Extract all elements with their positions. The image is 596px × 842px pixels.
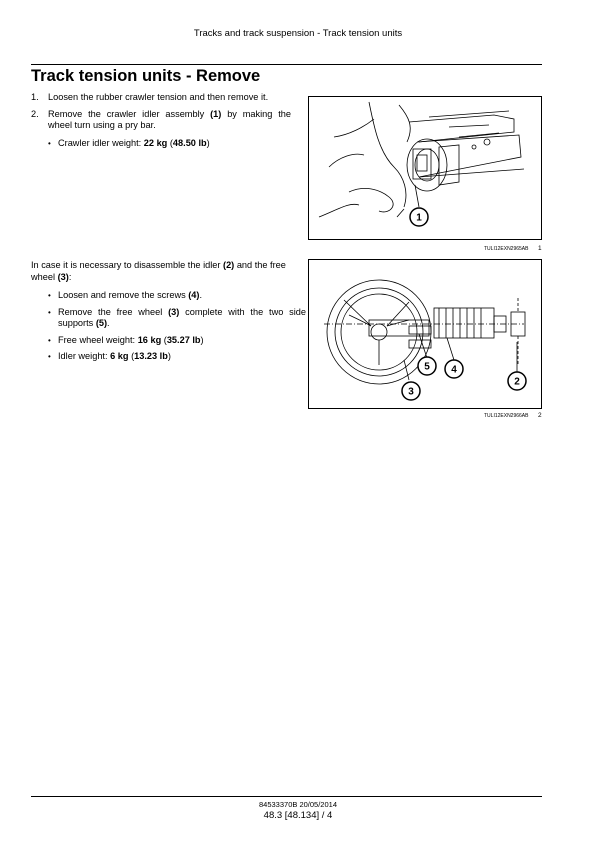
bullet-icon: •: [48, 291, 51, 300]
figure-code: TULI12EXN2966AB: [484, 413, 529, 419]
step-2: [31, 109, 291, 132]
footer-divider: [31, 796, 542, 797]
figure-crawler-idler: [308, 96, 542, 240]
footer-doc-ref: 84533370B 20/05/2014: [259, 800, 337, 809]
section-title: Track tension units - Remove: [31, 67, 261, 85]
title-divider: [31, 64, 542, 65]
callout-label: 1: [416, 212, 422, 224]
figure-number: 1: [538, 245, 542, 252]
figure-code: TULI12EXN2965AB: [484, 246, 529, 252]
step-text: Remove the crawler idler assembly (1) by making the wheel turn using a pry bar.: [48, 108, 292, 130]
running-header: Tracks and track suspension - Track tension units: [193, 28, 403, 39]
footer-page-ref: 48.3 [48.134] / 4: [263, 810, 333, 821]
list-item: • Remove the free wheel (3) complete with the two side supports (5).: [48, 306, 306, 328]
bullet-icon: •: [48, 352, 51, 361]
list-item: • Loosen and remove the screws (4).: [48, 290, 203, 300]
step-1: [31, 92, 291, 104]
step-number: 1.: [31, 92, 39, 102]
idler-removal-illustration: [309, 97, 541, 239]
bullet-icon: •: [48, 138, 51, 148]
list-item: • Idler weight: 6 kg (13.23 lb): [48, 351, 171, 361]
callout-label: 3: [408, 386, 414, 398]
callout-label: 2: [514, 376, 520, 388]
step-2-bullets: [31, 138, 291, 150]
list-item: • Free wheel weight: 16 kg (35.27 lb): [48, 334, 204, 345]
list-item: • Crawler idler weight: 22 kg (48.50 lb): [48, 137, 210, 148]
disassembly-bullets: [31, 290, 306, 368]
figure-idler-disassembly: [308, 259, 542, 409]
disassembly-intro: In case it is necessary to disassemble the idler (2) and the free wheel (3):: [31, 260, 286, 282]
bullet-icon: •: [48, 335, 51, 345]
callout-label: 4: [451, 364, 457, 376]
procedure-steps: [31, 92, 291, 154]
step-text: Loosen the rubber crawler tension and then remove it.: [48, 92, 269, 102]
step-number: 2.: [31, 108, 39, 119]
callout-ref: (1): [210, 108, 222, 119]
callout-label: 5: [424, 361, 430, 373]
bullet-icon: •: [48, 307, 51, 317]
figure-number: 2: [538, 412, 542, 419]
idler-exploded-illustration: [309, 260, 541, 408]
